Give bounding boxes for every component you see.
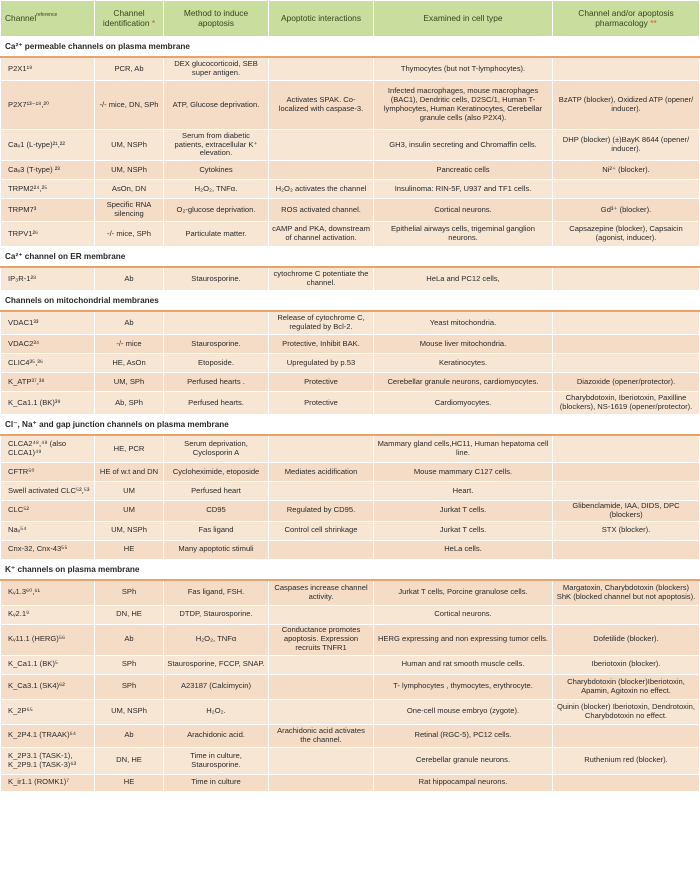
cell-channel: Kᵥ1.3⁶⁰,⁶¹ <box>1 580 95 606</box>
cell-interactions: ROS activated channel. <box>269 199 374 222</box>
cell-channel: TRPM2²⁴,²⁵ <box>1 180 95 199</box>
cell-method: H₂O₂, TNFα <box>164 624 269 655</box>
cell-cell-type: Cortical neurons. <box>374 199 553 222</box>
table-body <box>1 37 700 792</box>
cell-interactions: Protective, Inhibit BAK. <box>269 335 374 354</box>
cell-pharmacology <box>553 311 700 335</box>
cell-method: Serum from diabetic patients, extracellular K⁺ elevation. <box>164 130 269 161</box>
cell-method: H₂O₂, TNFα. <box>164 180 269 199</box>
cell-channel: K_2P⁶⁵ <box>1 699 95 724</box>
cell-pharmacology <box>553 267 700 291</box>
cell-channel: TRPM7³ <box>1 199 95 222</box>
cell-cell-type: Heart. <box>374 482 553 501</box>
cell-cell-type: Human and rat smooth muscle cells. <box>374 655 553 674</box>
cell-cell-type: Keratinocytes. <box>374 354 553 373</box>
table-row <box>1 724 700 747</box>
table-row <box>1 57 700 81</box>
cell-channel: VDAC2³⁴ <box>1 335 95 354</box>
cell-cell-type: Jurkat T cells, Porcine granulose cells. <box>374 580 553 606</box>
cell-method: Perfused hearts. <box>164 392 269 415</box>
cell-pharmacology: Ni²⁺ (blocker). <box>553 161 700 180</box>
cell-identification: UM, NSPh <box>95 699 164 724</box>
header-pharmacology-mark: ** <box>650 17 657 28</box>
cell-pharmacology: BzATP (blocker), Oxidized ATP (opener/ inducer). <box>553 81 700 130</box>
table-row <box>1 624 700 655</box>
cell-interactions: cytochrome C potentiate the channel. <box>269 267 374 291</box>
cell-method: DTDP, Staurosporine. <box>164 605 269 624</box>
cell-pharmacology: Capsazepine (blocker), Capsaicin (agonist, inducer). <box>553 222 700 247</box>
section-header-row <box>1 37 700 58</box>
cell-method: Staurosporine, FCCP, SNAP. <box>164 655 269 674</box>
cell-identification: UM, NSPh <box>95 521 164 540</box>
cell-identification: UM, NSPh <box>95 161 164 180</box>
cell-identification: UM, SPh <box>95 373 164 392</box>
cell-pharmacology: Dofetilide (blocker). <box>553 624 700 655</box>
cell-channel: CFTR⁵⁰ <box>1 463 95 482</box>
cell-cell-type: Cortical neurons. <box>374 605 553 624</box>
cell-channel: Kᵥ2.1⁹ <box>1 605 95 624</box>
cell-cell-type: One-cell mouse embryo (zygote). <box>374 699 553 724</box>
cell-method: Particulate matter. <box>164 222 269 247</box>
header-interactions: Apoptotic interactions <box>269 1 374 37</box>
cell-pharmacology <box>553 354 700 373</box>
cell-cell-type: T- lymphocytes , thymocytes, erythrocyte. <box>374 674 553 699</box>
cell-identification: Ab <box>95 311 164 335</box>
cell-pharmacology: Glibenclamide, IAA, DIDS, DPC (blockers) <box>553 501 700 522</box>
section-title: Ca²⁺ permeable channels on plasma membrane <box>1 37 700 58</box>
cell-channel: CLC⁵² <box>1 501 95 522</box>
cell-cell-type: Rat hippocampal neurons. <box>374 774 553 791</box>
cell-method: Time in culture <box>164 774 269 791</box>
cell-channel: P2X7¹³⁻¹⁸,²⁰ <box>1 81 95 130</box>
section-header-row <box>1 559 700 580</box>
cell-interactions: Protective <box>269 373 374 392</box>
cell-pharmacology <box>553 335 700 354</box>
cell-identification: HE <box>95 774 164 791</box>
cell-pharmacology: Gd³⁺ (blocker). <box>553 199 700 222</box>
table-row <box>1 392 700 415</box>
cell-interactions: Mediates acidification <box>269 463 374 482</box>
cell-cell-type: Yeast mitochondria. <box>374 311 553 335</box>
cell-channel: TRPV1²⁶ <box>1 222 95 247</box>
cell-identification: DN, HE <box>95 747 164 774</box>
table-row <box>1 482 700 501</box>
cell-interactions: Arachidonic acid activates the channel. <box>269 724 374 747</box>
cell-pharmacology: Charybdotoxin, Iberiotoxin, Paxilline (blockers), NS-1619 (opener/protector). <box>553 392 700 415</box>
cell-interactions <box>269 482 374 501</box>
cell-identification: -/- mice, SPh <box>95 222 164 247</box>
cell-channel: P2X1¹⁹ <box>1 57 95 81</box>
cell-pharmacology <box>553 774 700 791</box>
cell-identification: UM <box>95 482 164 501</box>
table-row <box>1 501 700 522</box>
cell-identification: Specific RNA silencing <box>95 199 164 222</box>
cell-identification: HE <box>95 540 164 559</box>
table-header-row <box>1 1 700 37</box>
cell-pharmacology <box>553 482 700 501</box>
table-row <box>1 354 700 373</box>
cell-channel: Caᵥ1 (L-type)²¹,²² <box>1 130 95 161</box>
cell-interactions <box>269 774 374 791</box>
cell-identification: HE of w.t and DN <box>95 463 164 482</box>
cell-method: Arachidonic acid. <box>164 724 269 747</box>
cell-interactions: Protective <box>269 392 374 415</box>
cell-method: O₂-glucose deprivation. <box>164 199 269 222</box>
cell-interactions <box>269 161 374 180</box>
cell-pharmacology <box>553 540 700 559</box>
cell-pharmacology: Quinin (blocker) Iberiotoxin, Dendrotoxin, Charybdotoxin no effect. <box>553 699 700 724</box>
cell-interactions <box>269 540 374 559</box>
table-row <box>1 699 700 724</box>
cell-interactions <box>269 674 374 699</box>
cell-channel: VDAC1³³ <box>1 311 95 335</box>
cell-identification: DN, HE <box>95 605 164 624</box>
table-row <box>1 463 700 482</box>
cell-pharmacology: Margatoxin, Charybdotoxin (blockers) ShK (blocked channel but not apoptosis). <box>553 580 700 606</box>
cell-cell-type: HERG expressing and non expressing tumor cells. <box>374 624 553 655</box>
cell-pharmacology <box>553 605 700 624</box>
cell-cell-type: Infected macrophages, mouse macrophages (BAC1), Dendritic cells, D2SC/1, Human T-lymphocytes, Human Keratinocytes, Cerebellar granule cells (also P2X4). <box>374 81 553 130</box>
cell-cell-type: Mouse mammary C127 cells. <box>374 463 553 482</box>
cell-method: Fas ligand <box>164 521 269 540</box>
section-header-row <box>1 291 700 312</box>
cell-identification: -/- mice <box>95 335 164 354</box>
cell-identification: PCR, Ab <box>95 57 164 81</box>
section-title: Ca²⁺ channel on ER membrane <box>1 247 700 268</box>
cell-identification: AsOn, DN <box>95 180 164 199</box>
cell-method: Serum deprivation, Cyclosporin A <box>164 435 269 463</box>
table-row <box>1 180 700 199</box>
cell-interactions: Activates SPAK. Co-localized with caspase-3. <box>269 81 374 130</box>
cell-method: Perfused hearts . <box>164 373 269 392</box>
cell-method: CD95 <box>164 501 269 522</box>
section-title: Channels on mitochondrial membranes <box>1 291 700 312</box>
cell-channel: K_2P3.1 (TASK-1), K_2P9.1 (TASK-3)⁶³ <box>1 747 95 774</box>
cell-pharmacology <box>553 435 700 463</box>
table-row <box>1 267 700 291</box>
table-row <box>1 199 700 222</box>
cell-method: Etoposide. <box>164 354 269 373</box>
table-row <box>1 311 700 335</box>
cell-channel: K_Ca1.1 (BK)³⁹ <box>1 392 95 415</box>
cell-interactions: Regulated by CD95. <box>269 501 374 522</box>
cell-method: H₂O₂. <box>164 699 269 724</box>
cell-channel: K_Ca3.1 (SK4)⁶² <box>1 674 95 699</box>
cell-identification: SPh <box>95 674 164 699</box>
table-row <box>1 674 700 699</box>
cell-method: Cycloheximide, etoposide <box>164 463 269 482</box>
cell-identification: HE, PCR <box>95 435 164 463</box>
cell-cell-type: Cardiomyocytes. <box>374 392 553 415</box>
cell-cell-type: Epithelial airways cells, trigeminal ganglion neurons. <box>374 222 553 247</box>
cell-channel: K_2P4.1 (TRAAK)⁶⁴ <box>1 724 95 747</box>
table-row <box>1 435 700 463</box>
cell-method <box>164 311 269 335</box>
cell-pharmacology: Diazoxide (opener/protector). <box>553 373 700 392</box>
table-row <box>1 130 700 161</box>
cell-interactions <box>269 655 374 674</box>
header-channel <box>1 1 95 37</box>
cell-identification: SPh <box>95 655 164 674</box>
cell-identification: Ab <box>95 624 164 655</box>
cell-identification: Ab <box>95 267 164 291</box>
section-title: Cl⁻, Na⁺ and gap junction channels on plasma membrane <box>1 415 700 436</box>
cell-interactions: Control cell shrinkage <box>269 521 374 540</box>
cell-identification: HE, AsOn <box>95 354 164 373</box>
cell-channel: IP₃R-1²⁸ <box>1 267 95 291</box>
header-pharmacology <box>553 1 700 37</box>
table-row <box>1 655 700 674</box>
cell-method: Cytokines <box>164 161 269 180</box>
section-header-row <box>1 415 700 436</box>
cell-identification: SPh <box>95 580 164 606</box>
header-identification-mark: * <box>151 17 156 28</box>
cell-cell-type: Cerebellar granule neurons. <box>374 747 553 774</box>
cell-interactions: Upregulated by p.53 <box>269 354 374 373</box>
header-channel-label: Channel <box>5 12 37 23</box>
table-row <box>1 161 700 180</box>
table-row <box>1 521 700 540</box>
cell-cell-type: Insulinoma: RIN-5F, U937 and TF1 cells. <box>374 180 553 199</box>
cell-channel: Naᵥ⁵⁴ <box>1 521 95 540</box>
cell-pharmacology: Charybdotoxin (blocker)Iberiotoxin, Apamin, Agitoxin no effect. <box>553 674 700 699</box>
cell-interactions: cAMP and PKA, downstream of channel activation. <box>269 222 374 247</box>
cell-interactions: H₂O₂ activates the channel <box>269 180 374 199</box>
cell-interactions: Caspases increase channel activity. <box>269 580 374 606</box>
section-title: K⁺ channels on plasma membrane <box>1 559 700 580</box>
cell-method: Many apoptotic stimuli <box>164 540 269 559</box>
cell-method: Staurosporine. <box>164 335 269 354</box>
cell-channel: Cnx-32, Cnx-43⁵⁵ <box>1 540 95 559</box>
table-row <box>1 580 700 606</box>
cell-identification: -/- mice, DN, SPh <box>95 81 164 130</box>
cell-method: DEX glucocorticoid, SEB super antigen. <box>164 57 269 81</box>
section-header-row <box>1 247 700 268</box>
header-identification <box>95 1 164 37</box>
cell-channel: Caᵥ3 (T-type) ²³ <box>1 161 95 180</box>
cell-interactions <box>269 605 374 624</box>
table-row <box>1 81 700 130</box>
cell-channel: Kᵥ11.1 (HERG)⁵⁶ <box>1 624 95 655</box>
cell-pharmacology: STX (blocker). <box>553 521 700 540</box>
cell-method: ATP, Glucose deprivation. <box>164 81 269 130</box>
cell-channel: K_Ca1.1 (BK)⁵ <box>1 655 95 674</box>
cell-cell-type: Cerebellar granule neurons, cardiomyocytes. <box>374 373 553 392</box>
table-row <box>1 540 700 559</box>
cell-pharmacology: Iberiotoxin (blocker). <box>553 655 700 674</box>
cell-cell-type: HeLa and PC12 cells, <box>374 267 553 291</box>
cell-cell-type: Mammary gland cells,HC11, Human hepatoma cell line. <box>374 435 553 463</box>
cell-pharmacology <box>553 180 700 199</box>
table-row <box>1 605 700 624</box>
cell-interactions <box>269 699 374 724</box>
cell-identification: Ab, SPh <box>95 392 164 415</box>
table-row <box>1 774 700 791</box>
cell-channel: K_ATP³⁷,³⁸ <box>1 373 95 392</box>
cell-channel: Swell activated CLC⁵²,⁵³ <box>1 482 95 501</box>
cell-interactions <box>269 747 374 774</box>
cell-method: Time in culture, Staurosporine. <box>164 747 269 774</box>
cell-interactions <box>269 435 374 463</box>
header-identification-label: Channel identification <box>102 7 150 28</box>
cell-cell-type: HeLa cells. <box>374 540 553 559</box>
cell-cell-type: Mouse liver mitochondria. <box>374 335 553 354</box>
cell-channel: CLCA2⁴⁸,⁴⁹ (also CLCA1)⁴⁹ <box>1 435 95 463</box>
cell-identification: UM, NSPh <box>95 130 164 161</box>
header-pharmacology-label: Channel and/or apoptosis pharmacology <box>578 7 674 28</box>
cell-channel: K_ir1.1 (ROMK1)⁷ <box>1 774 95 791</box>
cell-pharmacology <box>553 57 700 81</box>
cell-cell-type: GH3, insulin secreting and Chromaffin cells. <box>374 130 553 161</box>
cell-cell-type: Retinal (RGC-5), PC12 cells. <box>374 724 553 747</box>
cell-cell-type: Pancreatic cells <box>374 161 553 180</box>
cell-cell-type: Jurkat T cells. <box>374 521 553 540</box>
cell-interactions <box>269 130 374 161</box>
cell-cell-type: Jurkat T cells. <box>374 501 553 522</box>
cell-method: Staurosporine. <box>164 267 269 291</box>
cell-identification: UM <box>95 501 164 522</box>
cell-interactions: Conductance promotes apoptosis. Expression recruits TNFR1 <box>269 624 374 655</box>
cell-interactions: Release of cytochrome C, regulated by Bcl-2. <box>269 311 374 335</box>
header-method: Method to induce apoptosis <box>164 1 269 37</box>
cell-pharmacology: DHP (blocker) (±)BayK 8644 (opener/ inducer). <box>553 130 700 161</box>
cell-pharmacology <box>553 463 700 482</box>
table-row <box>1 335 700 354</box>
header-channel-reference: reference <box>36 11 58 18</box>
cell-method: Fas ligand, FSH. <box>164 580 269 606</box>
cell-cell-type: Thymocytes (but not T-lymphocytes). <box>374 57 553 81</box>
cell-channel: CLIC4³⁵,³⁶ <box>1 354 95 373</box>
table-row <box>1 747 700 774</box>
cell-identification: Ab <box>95 724 164 747</box>
header-cell-type: Examined in cell type <box>374 1 553 37</box>
cell-method: A23187 (Calcimycin) <box>164 674 269 699</box>
cell-interactions <box>269 57 374 81</box>
cell-pharmacology: Ruthenium red (blocker). <box>553 747 700 774</box>
cell-pharmacology <box>553 724 700 747</box>
table-row <box>1 222 700 247</box>
cell-method: Perfused heart <box>164 482 269 501</box>
table-row <box>1 373 700 392</box>
